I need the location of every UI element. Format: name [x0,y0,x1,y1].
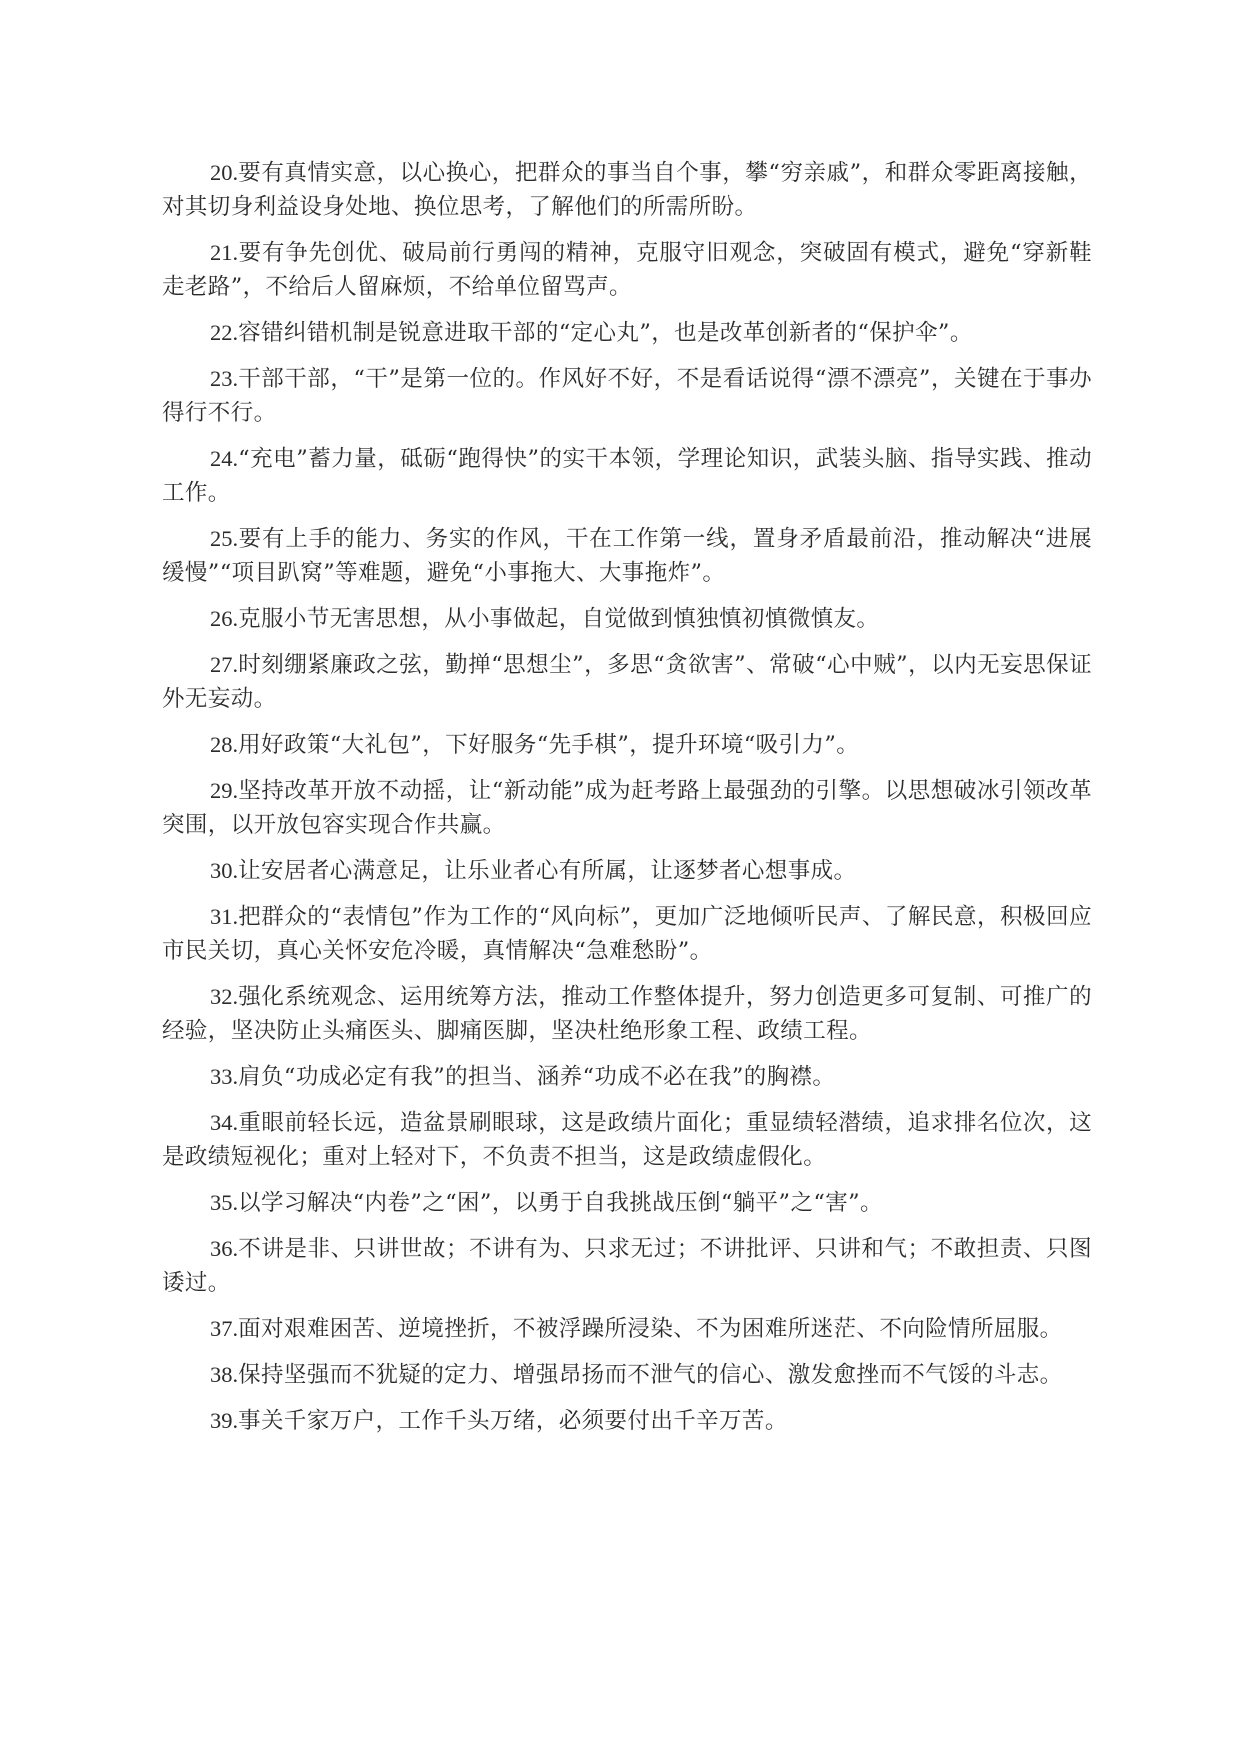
paragraph-text: 用好政策“大礼包”，下好服务“先手棋”，提升环境“吸引力”。 [238,732,860,758]
paragraph-text: 事关千家万户，工作千头万绪，必须要付出千辛万苦。 [238,1408,788,1434]
paragraph-27 [162,648,1092,716]
paragraph-text: 干部干部，“干”是第一位的。作风好不好，不是看话说得“漂不漂亮”，关键在于事办得行不行。 [162,366,1092,426]
paragraph-number: 28. [210,732,239,757]
paragraph-23 [162,362,1092,430]
paragraph-21 [162,236,1092,304]
paragraph-text: 克服小节无害思想，从小事做起，自觉做到慎独慎初慎微慎友。 [238,606,880,632]
paragraph-26 [162,602,1092,636]
paragraph-29 [162,774,1092,842]
paragraph-32 [162,980,1092,1048]
paragraph-text: 要有真情实意，以心换心，把群众的事当自个事，攀“穷亲戚”，和群众零距离接触，对其切身利益设身处地、换位思考，了解他们的所需所盼。 [162,160,1092,220]
paragraph-text: 以学习解决“内卷”之“困”，以勇于自我挑战压倒“躺平”之“害”。 [238,1190,883,1216]
paragraph-37 [162,1312,1092,1346]
paragraph-number: 34. [210,1110,239,1135]
paragraph-number: 27. [210,652,239,677]
paragraph-number: 26. [210,606,239,631]
paragraph-text: “充电”蓄力量，砥砺“跑得快”的实干本领，学理论知识，武装头脑、指导实践、推动工作。 [162,446,1092,506]
paragraph-38 [162,1358,1092,1392]
paragraph-number: 29. [210,778,239,803]
paragraph-text: 肩负“功成必定有我”的担当、涵养“功成不必在我”的胸襟。 [238,1064,836,1090]
paragraph-number: 38. [210,1362,239,1387]
paragraph-number: 36. [210,1236,239,1261]
paragraph-24 [162,442,1092,510]
paragraph-39 [162,1404,1092,1438]
paragraph-number: 23. [210,366,239,391]
paragraph-20 [162,156,1092,224]
paragraph-number: 39. [210,1408,239,1433]
paragraph-text: 重眼前轻长远，造盆景刷眼球，这是政绩片面化；重显绩轻潜绩，追求排名位次，这是政绩短视化；重对上轻对下，不负责不担当，这是政绩虚假化。 [162,1110,1092,1170]
paragraph-text: 强化系统观念、运用统筹方法，推动工作整体提升，努力创造更多可复制、可推广的经验，坚决防止头痛医头、脚痛医脚，坚决杜绝形象工程、政绩工程。 [162,984,1092,1044]
paragraph-number: 22. [210,320,239,345]
paragraph-36 [162,1232,1092,1300]
paragraph-34 [162,1106,1092,1174]
paragraph-number: 31. [210,904,239,929]
paragraph-text: 让安居者心满意足，让乐业者心有所属，让逐梦者心想事成。 [238,858,857,884]
paragraph-text: 不讲是非、只讲世故；不讲有为、只求无过；不讲批评、只讲和气；不敢担责、只图诿过。 [162,1236,1092,1296]
paragraph-30 [162,854,1092,888]
paragraph-number: 21. [210,240,239,265]
paragraph-number: 32. [210,984,239,1009]
paragraph-number: 35. [210,1190,239,1215]
paragraph-28 [162,728,1092,762]
document-body [162,156,1092,1450]
paragraph-25 [162,522,1092,590]
paragraph-31 [162,900,1092,968]
paragraph-number: 24. [210,446,239,471]
paragraph-text: 时刻绷紧廉政之弦，勤掸“思想尘”，多思“贪欲害”、常破“心中贼”，以内无妄思保证外无妄动。 [162,652,1092,712]
paragraph-number: 33. [210,1064,239,1089]
paragraph-number: 30. [210,858,239,883]
paragraph-text: 坚持改革开放不动摇，让“新动能”成为赶考路上最强劲的引擎。以思想破冰引领改革突围，以开放包容实现合作共赢。 [162,778,1092,838]
paragraph-number: 25. [210,526,239,551]
paragraph-text: 容错纠错机制是锐意进取干部的“定心丸”，也是改革创新者的“保护伞”。 [238,320,973,346]
paragraph-text: 要有争先创优、破局前行勇闯的精神，克服守旧观念，突破固有模式，避免“穿新鞋走老路”，不给后人留麻烦，不给单位留骂声。 [162,240,1092,300]
paragraph-text: 面对艰难困苦、逆境挫折，不被浮躁所浸染、不为困难所迷茫、不向险情所屈服。 [238,1316,1063,1342]
paragraph-22 [162,316,1092,350]
paragraph-35 [162,1186,1092,1220]
paragraph-number: 37. [210,1316,239,1341]
paragraph-text: 要有上手的能力、务实的作风，干在工作第一线，置身矛盾最前沿，推动解决“进展缓慢”“项目趴窝”等难题，避免“小事拖大、大事拖炸”。 [162,526,1092,586]
paragraph-number: 20. [210,160,239,185]
paragraph-text: 保持坚强而不犹疑的定力、增强昂扬而不泄气的信心、激发愈挫而不气馁的斗志。 [238,1362,1063,1388]
paragraph-text: 把群众的“表情包”作为工作的“风向标”，更加广泛地倾听民声、了解民意，积极回应市民关切，真心关怀安危冷暖，真情解决“急难愁盼”。 [162,904,1092,964]
paragraph-33 [162,1060,1092,1094]
